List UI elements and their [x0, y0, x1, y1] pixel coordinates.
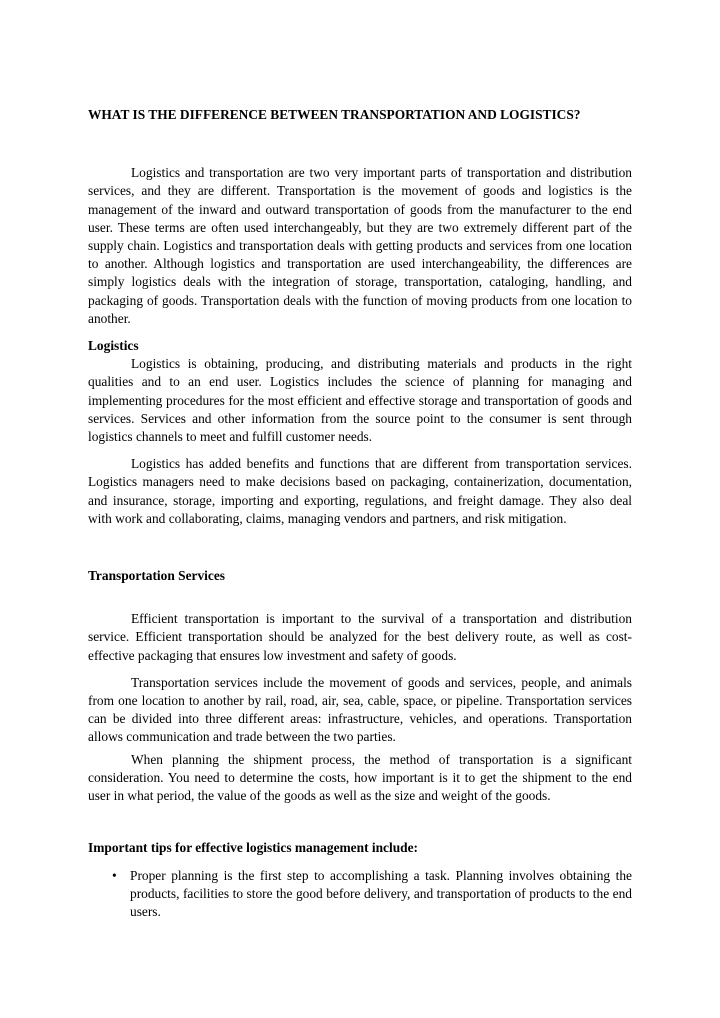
tip-text: Proper planning is the first step to accomplishing a task. Planning involves obtaining the products, facilities to store the good before delivery, and transportation of products to the end users.	[130, 867, 632, 919]
tips-list	[88, 867, 632, 922]
intro-paragraph: Logistics and transportation are two very important parts of transportation and distribution services, and they are different. Transportation is the movement of goods and logistics is the management of the inward and outward transportation of goods from the manufacturer to the end user. These terms are often used interchangeably, but they are two extremely different part of the supply chain. Logistics and transportation deals with getting products and services from one location to another. Although logistics and transportation are used interchangeability, the differences are simply logistics deals with the integration of storage, transportation, cataloging, handling, and packaging of goods. Transportation deals with the function of moving products from one location to another.	[88, 165, 632, 326]
tips-heading: Important tips for effective logistics management include:	[88, 840, 418, 856]
transportation-paragraph-1: Efficient transportation is important to the survival of a transportation and distribution service. Efficient transportation should be analyzed for the best delivery route, as well as cost-effective packaging that ensures low investment and safety of goods.	[88, 611, 632, 663]
transportation-paragraph-2: Transportation services include the movement of goods and services, people, and animals from one location to another by rail, road, air, sea, cable, space, or pipeline. Transportation services can be divided into three different areas: infrastructure, vehicles, and operations. Transportation allows communication and trade between the two parties.	[88, 674, 632, 745]
transportation-paragraph-3: When planning the shipment process, the method of transportation is a significant consideration. You need to determine the costs, how important is it to get the shipment to the end user in what period, the value of the goods as well as the size and weight of the goods.	[88, 751, 632, 804]
logistics-paragraph-1: Logistics is obtaining, producing, and distributing materials and products in the right qualities and to an end user. Logistics includes the science of planning for managing and implementing procedures for the most efficient and effective storage and transportation of goods and services. Services and other information from the source point to the consumer is sent through logistics channels to meet and fulfill customer needs.	[88, 356, 632, 445]
document-title: WHAT IS THE DIFFERENCE BETWEEN TRANSPORTATION AND LOGISTICS?	[88, 107, 581, 122]
transportation-heading: Transportation Services	[88, 568, 225, 584]
document-page	[88, 106, 632, 921]
logistics-heading: Logistics	[88, 338, 139, 354]
logistics-paragraph-2: Logistics has added benefits and functions that are different from transportation services. Logistics managers need to make decisions based on packaging, containerization, documentation, and insurance, storage, importing and exporting, regulations, and freight damage. They also deal with work and collaborating, claims, managing vendors and partners, and risk mitigation.	[88, 456, 632, 526]
bullet-icon: •	[112, 867, 117, 883]
list-item	[88, 867, 632, 922]
